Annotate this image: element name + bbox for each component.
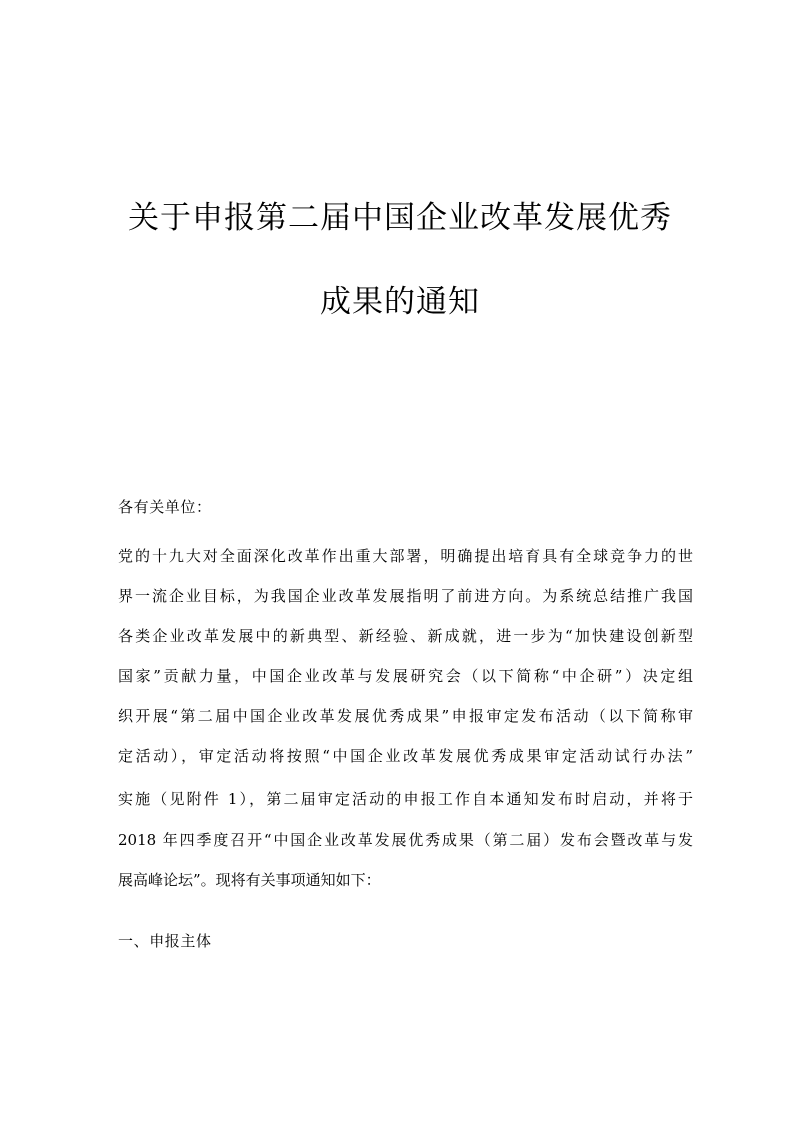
section-heading: 一、申报主体 <box>118 932 212 950</box>
paragraph-line: 实施（见附件 1），第二届审定活动的申报工作自本通知发布时启动，并将于 <box>118 790 693 808</box>
paragraph-line: 定活动），审定活动将按照“中国企业改革发展优秀成果审定活动试行办法” <box>118 747 693 765</box>
salutation: 各有关单位： <box>118 498 212 516</box>
paragraph-line: 展高峰论坛”。现将有关事项通知如下： <box>118 871 381 889</box>
document-title-line-2: 成果的通知 <box>320 284 480 320</box>
paragraph-line: 国家”贡献力量，中国企业改革与发展研究会（以下简称“中企研”）决定组 <box>118 667 693 685</box>
paragraph-line: 2018 年四季度召开“中国企业改革发展优秀成果（第二届）发布会暨改革与发 <box>118 831 693 849</box>
document-title-line-1: 关于申报第二届中国企业改革发展优秀 <box>128 200 672 236</box>
paragraph-line: 各类企业改革发展中的新典型、新经验、新成就，进一步为“加快建设创新型 <box>118 627 693 645</box>
paragraph-line: 界一流企业目标，为我国企业改革发展指明了前进方向。为系统总结推广我国 <box>118 587 693 605</box>
paragraph-line: 织开展“第二届中国企业改革发展优秀成果”申报审定发布活动（以下简称审 <box>118 707 693 725</box>
paragraph-line: 党的十九大对全面深化改革作出重大部署，明确提出培育具有全球竞争力的世 <box>118 547 693 565</box>
